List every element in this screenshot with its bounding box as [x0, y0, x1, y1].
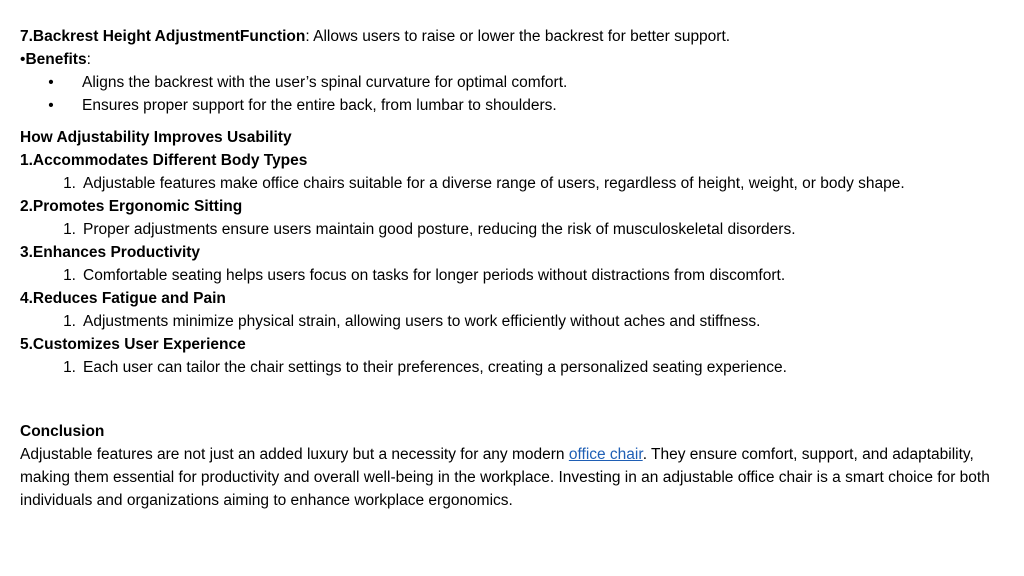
section-item-text: Each user can tailor the chair settings to their preferences, creating a personalized seating experience.: [83, 359, 787, 376]
section-list-item: [20, 172, 1010, 195]
bullet-marker: •: [48, 74, 54, 91]
usability-heading-text: How Adjustability Improves Usability: [20, 129, 292, 146]
section-item-text: Comfortable seating helps users focus on tasks for longer periods without distractions from discomfort.: [83, 267, 786, 284]
section-title-text: 5.Customizes User Experience: [20, 336, 246, 353]
feature-title: 7.Backrest Height AdjustmentFunction: [20, 28, 306, 45]
section-title: [20, 149, 1010, 172]
feature-title-line: [20, 25, 1010, 48]
section-item-text: Adjustable features make office chairs suitable for a diverse range of users, regardless of height, weight, or body shape.: [83, 175, 905, 192]
conclusion-paragraph: [20, 443, 995, 512]
usability-block: [20, 126, 1010, 379]
conclusion-text-start: Adjustable features are not just an added luxury but a necessity for any modern: [20, 446, 569, 463]
conclusion-text-end: . They ensure comfort, support, and adaptability, making them essential for productivity and overall well-being in the workplace. Investing in an adjustable office chair is a smart choice for both individuals and organizations aiming to enhance workplace ergonomics.: [20, 446, 990, 509]
section-title-text: 4.Reduces Fatigue and Pain: [20, 290, 226, 307]
conclusion-block: [20, 420, 995, 512]
section-title: [20, 195, 1010, 218]
office-chair-link[interactable]: office chair: [568, 446, 643, 463]
section-item-text: Adjustments minimize physical strain, allowing users to work efficiently without aches and stiffness.: [83, 313, 761, 330]
benefits-label: Benefits: [25, 51, 87, 68]
list-number: 1.: [63, 175, 76, 192]
section-title: [20, 287, 1010, 310]
benefits-prefix: •: [20, 51, 26, 68]
feature-backrest-block: [20, 25, 1010, 117]
feature-description: : Allows users to raise or lower the backrest for better support.: [305, 28, 731, 45]
section-list-item: [20, 218, 1010, 241]
benefits-colon: :: [86, 51, 91, 68]
benefit-item: [20, 71, 1010, 94]
list-number: 1.: [63, 221, 76, 238]
section-title-text: 3.Enhances Productivity: [20, 244, 201, 261]
benefits-line: [20, 48, 1010, 71]
benefit-text: Ensures proper support for the entire back, from lumbar to shoulders.: [82, 97, 557, 114]
conclusion-heading: [20, 420, 995, 443]
bullet-marker: •: [48, 97, 54, 114]
section-title-text: 2.Promotes Ergonomic Sitting: [20, 198, 243, 215]
section-title-text: 1.Accommodates Different Body Types: [20, 152, 308, 169]
list-number: 1.: [63, 359, 76, 376]
benefit-text: Aligns the backrest with the user’s spinal curvature for optimal comfort.: [82, 74, 568, 91]
conclusion-heading-text: Conclusion: [20, 423, 105, 440]
section-list-item: [20, 356, 1010, 379]
list-number: 1.: [63, 313, 76, 330]
section-list-item: [20, 310, 1010, 333]
list-number: 1.: [63, 267, 76, 284]
section-title: [20, 241, 1010, 264]
section-item-text: Proper adjustments ensure users maintain good posture, reducing the risk of musculoskeletal disorders.: [83, 221, 796, 238]
usability-heading: [20, 126, 1010, 149]
section-list-item: [20, 264, 1010, 287]
section-title: [20, 333, 1010, 356]
benefit-item: [20, 94, 1010, 117]
